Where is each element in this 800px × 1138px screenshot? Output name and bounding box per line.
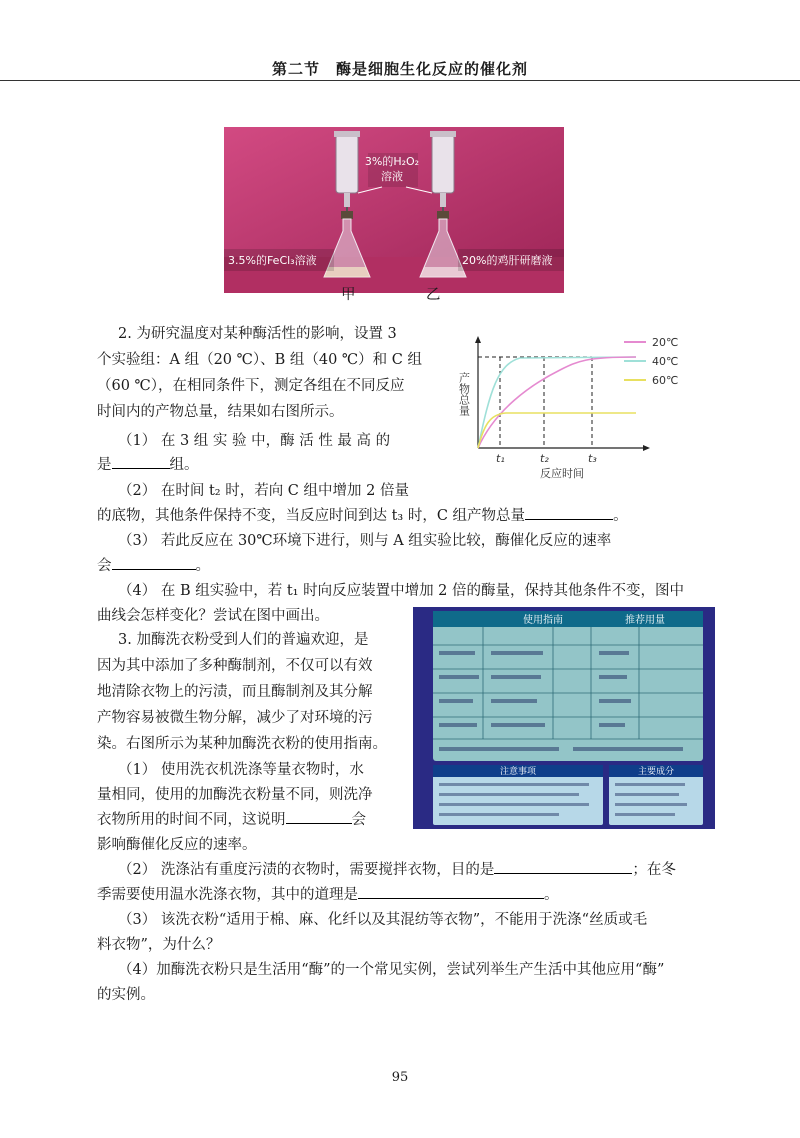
page-number: 95	[391, 1070, 409, 1085]
tick-t3: t₃	[588, 452, 597, 465]
q2-part2-line2: 的底物，其他条件保持不变，当反应时间到达 t₃ 时，C 组产物总量 。	[97, 503, 628, 529]
flask-caption-left: 甲	[341, 287, 356, 303]
fecl3-label: 3.5%的FeCl₃溶液	[228, 254, 317, 267]
q2-part1-line1: （1） 在 3 组 实 验 中，酶 活 性 最 高 的	[118, 433, 391, 449]
q3-part1-line2: 量相同，使用的加酶洗衣粉量不同，则洗净	[97, 787, 373, 803]
flask-experiment-photo	[224, 127, 564, 293]
q2-part3-line2: 会 。	[97, 553, 210, 579]
guide-title: 使用指南	[523, 615, 563, 626]
legend-label-20c: 20℃	[652, 336, 679, 349]
q2-intro-line4: 时间内的产物总量，结果如右图所示。	[97, 404, 344, 420]
page-header-title: 第二节 酶是细胞生化反应的催化剂	[271, 60, 528, 78]
q3-part3-line2: 料衣物”，为什么？	[97, 937, 221, 953]
q2-intro-line3: （60 ℃），在相同条件下，测定各组在不同反应	[97, 378, 405, 394]
q2-part3-line1: （3） 若此反应在 30℃环境下进行，则与 A 组实验比较，酶催化反应的速率	[118, 533, 612, 549]
y-axis-label: 产物总量	[457, 372, 471, 416]
liver-label: 20%的鸡肝研磨液	[462, 254, 553, 267]
legend-label-40c: 40℃	[652, 355, 679, 368]
q2-intro-line2: 个实验组：A 组（20 ℃）、B 组（40 ℃）和 C 组	[97, 352, 422, 368]
q3-part4-line1: （4）加酶洗衣粉只是生活用“酶”的一个常见实例，尝试列举生产生活中其他应用“酶”	[118, 962, 665, 978]
product-time-chart	[450, 330, 700, 490]
q3-intro-line2: 因为其中添加了多种酶制剂，不仅可以有效	[97, 658, 373, 674]
tick-t1: t₁	[496, 452, 505, 465]
answer-blank-5[interactable]	[494, 857, 632, 874]
x-axis-arrow	[643, 445, 650, 451]
q3-intro-line1: 3. 加酶洗衣粉受到人们的普遍欢迎，是	[118, 632, 369, 648]
q3-intro-line3: 地清除衣物上的污渍，而且酶制剂及其分解	[97, 684, 373, 700]
tick-t2: t₂	[540, 452, 549, 465]
answer-blank-4[interactable]	[286, 807, 352, 824]
y-axis-arrow	[475, 336, 481, 343]
h2o2-label-line1: 3%的H₂O₂	[364, 155, 420, 168]
q2-part4-line1: （4） 在 B 组实验中，若 t₁ 时向反应装置中增加 2 倍的酶量，保持其他条件不变，图中	[118, 583, 685, 599]
q3-part1-line4: 影响酶催化反应的速率。	[97, 837, 257, 853]
q3-part1-line3: 衣物所用的时间不同，这说明 会	[97, 807, 366, 833]
answer-blank-2[interactable]	[525, 503, 613, 520]
header-rule	[0, 80, 800, 81]
q3-intro-line5: 染。右图所示为某种加酶洗衣粉的使用指南。	[97, 736, 387, 752]
q3-part4-line2: 的实例。	[97, 987, 155, 1003]
q3-part2-line1: （2） 洗涤沾有重度污渍的衣物时，需要搅拌衣物，目的是 ；在冬	[118, 857, 676, 883]
q3-part3-line1: （3） 该洗衣粉“适用于棉、麻、化纤以及其混纺等衣物”，不能用于洗涤“丝质或毛	[118, 912, 648, 928]
ingredients-title: 主要成分	[637, 767, 675, 777]
dosage-title: 推荐用量	[625, 615, 665, 626]
q3-part2-line2: 季需要使用温水洗涤衣物，其中的道理是 。	[97, 882, 559, 908]
answer-blank-6[interactable]	[358, 882, 544, 899]
legend-label-60c: 60℃	[652, 374, 679, 387]
flask-caption-right: 乙	[426, 287, 441, 303]
q3-part1-line1: （1） 使用洗衣机洗涤等量衣物时，水	[118, 762, 364, 778]
curve-60c	[478, 413, 636, 448]
detergent-guide-photo	[413, 607, 715, 829]
h2o2-label-line2: 溶液	[381, 170, 403, 183]
q3-intro-line4: 产物容易被微生物分解，减少了对环境的污	[97, 710, 373, 726]
x-axis-label: 反应时间	[540, 467, 584, 480]
q2-part2-line1: （2） 在时间 t₂ 时，若向 C 组中增加 2 倍量	[118, 483, 409, 499]
q2-part1-line2: 是 组。	[97, 452, 199, 478]
answer-blank-3[interactable]	[112, 553, 196, 570]
notes-title: 注意事项	[499, 767, 537, 777]
q2-part4-line2: 曲线会怎样变化？尝试在图中画出。	[97, 608, 329, 624]
q2-intro-line1: 2. 为研究温度对某种酶活性的影响，设置 3	[118, 326, 397, 342]
answer-blank-1[interactable]	[112, 452, 170, 469]
